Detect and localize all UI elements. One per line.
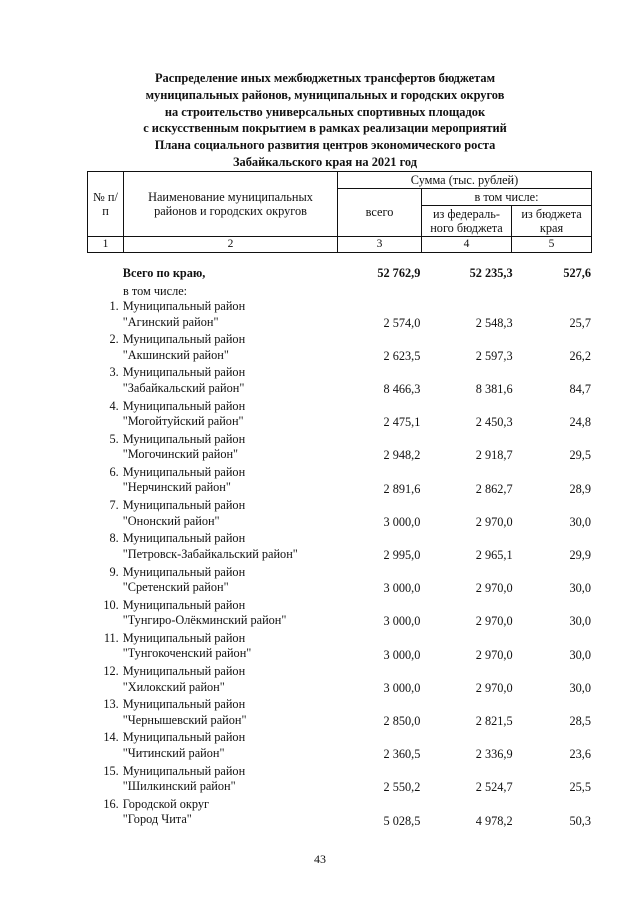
row-total: 2 850,0	[383, 713, 421, 728]
row-federal: 2 970,0	[475, 680, 513, 695]
header-total: всего	[338, 189, 422, 237]
row-title: "Агинский район"	[122, 314, 219, 329]
row-number: 11.	[103, 630, 119, 645]
row-type: Муниципальный район	[122, 498, 246, 513]
table-row	[87, 465, 591, 498]
row-type: Муниципальный район	[122, 597, 246, 612]
row-regional: 26,2	[569, 348, 591, 363]
row-total: 3 000,0	[383, 614, 421, 629]
row-federal: 2 970,0	[475, 581, 513, 596]
row-regional: 25,5	[569, 780, 591, 795]
row-federal: 2 548,3	[475, 315, 513, 330]
header-federal: из федераль-ного бюджета	[422, 206, 512, 237]
col-number: 3	[338, 237, 422, 253]
row-regional: 28,5	[569, 713, 591, 728]
row-regional: 30,0	[569, 680, 591, 695]
row-title: "Город Чита"	[122, 812, 192, 827]
row-regional: 24,8	[569, 415, 591, 430]
header-name: Наименование муниципальных районов и городских округов	[124, 172, 338, 237]
table-body	[87, 266, 591, 830]
title-line: с искусственным покрытием в рамках реализации мероприятий	[143, 121, 507, 136]
row-type: Муниципальный район	[122, 564, 246, 579]
row-number: 13.	[103, 697, 119, 712]
row-total: 5 028,5	[383, 813, 421, 828]
page-number: 43	[314, 852, 326, 866]
row-number: 16.	[103, 796, 119, 811]
title-line: Забайкальского края на 2021 год	[232, 154, 418, 169]
table-row	[87, 332, 591, 365]
row-name	[123, 797, 339, 830]
table-row	[87, 730, 591, 763]
table-row	[87, 565, 591, 598]
row-title: "Хилокский район"	[122, 679, 225, 694]
subtitle-label: в том числе:	[123, 284, 188, 298]
row-type: Муниципальный район	[122, 365, 246, 380]
row-name	[123, 299, 339, 332]
table-row	[87, 365, 591, 398]
row-total: 2 574,0	[383, 315, 421, 330]
row-title: "Нерчинский район"	[122, 480, 231, 495]
row-type: Муниципальный район	[122, 730, 246, 745]
row-name	[123, 598, 339, 631]
row-federal: 2 970,0	[475, 514, 513, 529]
row-total: 2 891,6	[383, 481, 421, 496]
row-federal: 2 450,3	[475, 415, 513, 430]
row-federal: 4 978,2	[475, 813, 513, 828]
row-total: 3 000,0	[383, 581, 421, 596]
row-total: 2 623,5	[383, 348, 421, 363]
row-number: 2.	[109, 332, 119, 347]
row-total: 8 466,3	[383, 382, 421, 397]
total-sum: 52 762,9	[377, 266, 421, 280]
row-type: Муниципальный район	[122, 664, 246, 679]
row-name	[123, 399, 339, 432]
row-number: 5.	[109, 431, 119, 446]
row-federal: 2 821,5	[475, 713, 513, 728]
row-number: 4.	[109, 398, 119, 413]
table-row	[87, 531, 591, 564]
title-line: муниципальных районов, муниципальных и городских округов	[145, 87, 505, 102]
row-regional: 30,0	[569, 647, 591, 662]
col-number: 1	[88, 237, 124, 253]
row-federal: 2 970,0	[475, 647, 513, 662]
row-number: 12.	[103, 664, 119, 679]
row-name	[123, 498, 339, 531]
table-row	[87, 598, 591, 631]
row-federal: 2 970,0	[475, 614, 513, 629]
table-row	[87, 664, 591, 697]
row-type: Муниципальный район	[122, 299, 246, 313]
row-regional: 29,9	[569, 548, 591, 562]
row-number: 3.	[109, 365, 119, 380]
row-title: "Сретенский район"	[122, 580, 229, 594]
table-header	[87, 171, 592, 253]
table-row	[87, 299, 591, 332]
row-type: Муниципальный район	[122, 332, 246, 347]
row-type: Муниципальный район	[122, 697, 246, 712]
row-type: Муниципальный район	[122, 398, 246, 413]
table-row	[87, 764, 591, 797]
header-num: № п/п	[88, 172, 124, 237]
col-number: 5	[512, 237, 592, 253]
title-line: Плана социального развития центров экономического роста	[154, 138, 496, 153]
row-federal: 2 918,7	[475, 448, 513, 463]
row-regional: 30,0	[569, 614, 591, 629]
title-line: на строительство универсальных спортивных площадок	[164, 104, 486, 119]
subtitle-row	[87, 284, 591, 299]
row-federal: 2 965,1	[475, 548, 513, 562]
row-regional: 25,7	[569, 315, 591, 330]
row-total: 2 360,5	[383, 747, 421, 762]
row-type: Муниципальный район	[122, 531, 246, 546]
row-name	[123, 631, 339, 664]
row-title: "Забайкальский район"	[122, 380, 245, 395]
row-title: "Читинский район"	[122, 745, 225, 760]
row-total: 2 550,2	[383, 780, 421, 795]
row-regional: 23,6	[569, 747, 591, 762]
row-total: 3 000,0	[383, 514, 421, 529]
row-regional: 29,5	[569, 448, 591, 463]
row-type: Муниципальный район	[122, 630, 246, 645]
row-federal: 2 524,7	[475, 780, 513, 795]
header-sum: Сумма (тыс. рублей)	[338, 172, 592, 189]
row-federal: 2 862,7	[475, 481, 513, 496]
row-number: 8.	[109, 531, 119, 546]
total-row	[87, 266, 591, 284]
row-total: 2 995,0	[383, 548, 421, 562]
row-number: 15.	[103, 763, 119, 778]
row-name	[123, 465, 339, 498]
row-regional: 84,7	[569, 382, 591, 397]
header-regional: из бюджета края	[512, 206, 592, 237]
row-name	[123, 664, 339, 697]
row-regional: 30,0	[569, 514, 591, 529]
row-type: Муниципальный район	[122, 763, 246, 778]
col-number: 2	[124, 237, 338, 253]
total-regional: 527,6	[563, 266, 591, 280]
row-federal: 8 381,6	[475, 382, 513, 397]
table-row	[87, 498, 591, 531]
row-regional: 30,0	[569, 581, 591, 596]
document-title	[110, 70, 540, 171]
row-title: "Акшинский район"	[122, 347, 229, 362]
row-name	[123, 730, 339, 763]
row-federal: 2 597,3	[475, 348, 513, 363]
row-name	[123, 531, 339, 564]
row-name	[123, 432, 339, 465]
col-number: 4	[422, 237, 512, 253]
row-title: "Шилкинский район"	[122, 779, 236, 794]
row-name	[123, 764, 339, 797]
row-total: 3 000,0	[383, 680, 421, 695]
row-name	[123, 565, 339, 598]
table-row	[87, 797, 591, 830]
row-number: 10.	[103, 597, 119, 612]
row-regional: 50,3	[569, 813, 591, 828]
row-type: Городской округ	[122, 796, 210, 811]
row-regional: 28,9	[569, 481, 591, 496]
row-number: 6.	[109, 464, 119, 479]
row-name	[123, 365, 339, 398]
row-type: Муниципальный район	[122, 431, 246, 446]
row-name	[123, 332, 339, 365]
row-total: 2 475,1	[383, 415, 421, 430]
row-number: 14.	[103, 730, 119, 745]
table-row	[87, 432, 591, 465]
row-title: "Петровск-Забайкальский район"	[122, 546, 298, 561]
row-number: 1.	[109, 299, 119, 313]
row-number: 7.	[109, 498, 119, 513]
total-federal: 52 235,3	[469, 266, 513, 280]
row-title: "Тунгиро-Олёкминский район"	[122, 613, 287, 628]
row-type: Муниципальный район	[122, 464, 246, 479]
row-title: "Чернышевский район"	[122, 712, 247, 727]
row-federal: 2 336,9	[475, 747, 513, 762]
row-title: "Ононский район"	[122, 513, 220, 528]
row-title: "Могойтуйский район"	[122, 414, 244, 429]
table-row	[87, 631, 591, 664]
table-row	[87, 697, 591, 730]
total-label: Всего по краю,	[122, 266, 206, 280]
table-row	[87, 399, 591, 432]
row-number: 9.	[109, 564, 119, 579]
row-total: 3 000,0	[383, 647, 421, 662]
row-name	[123, 697, 339, 730]
row-title: "Могочинский район"	[122, 447, 239, 462]
header-including: в том числе:	[422, 189, 592, 206]
row-title: "Тунгокоченский район"	[122, 646, 252, 661]
row-total: 2 948,2	[383, 448, 421, 463]
title-line: Распределение иных межбюджетных трансфертов бюджетам	[154, 71, 496, 85]
